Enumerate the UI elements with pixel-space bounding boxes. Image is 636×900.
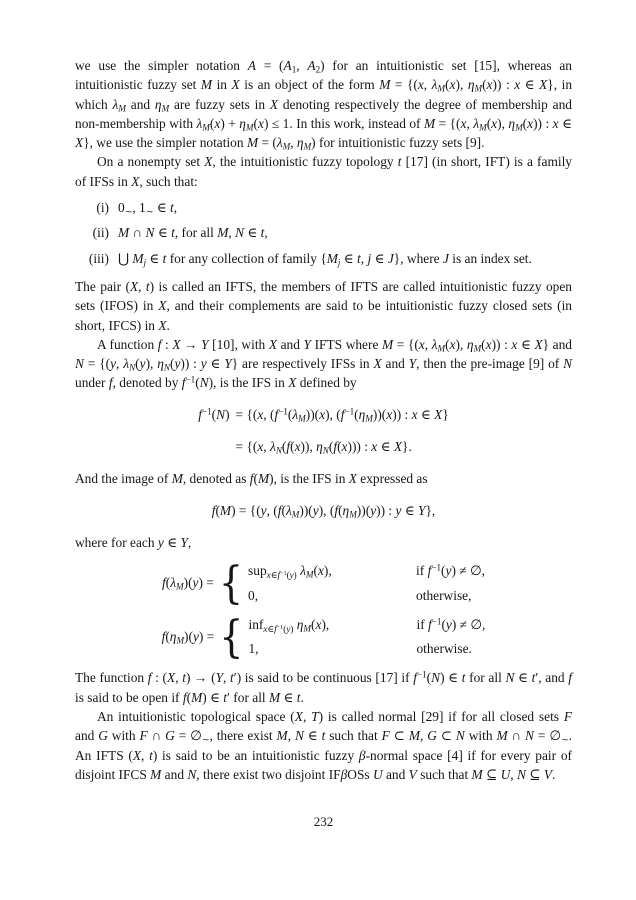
list-item: [75, 198, 572, 217]
cases-condition: otherwise,: [416, 587, 472, 603]
page-number: 232: [313, 814, 334, 829]
cases-condition: if $f^{-1}(y)$ ≠ ∅,: [416, 616, 486, 632]
paragraph-normal-space: An intuitionistic topological space (X, T) is called normal [29] if for all closed sets F and G with F ∩ $G = \emptyset_\sim$, there exist M, N ∈ t such that F ⊂ M, G ⊂ N with M ∩ $N = \emptyset_\sim$. An IFTS (X, t) is said to be an intuitionistic fuzzy β-normal space [4] if for every pair of disjoint IFCS M and N, there exist two disjoint IFβOSs U and V such that M ⊆ U, N ⊆ V.: [75, 709, 573, 782]
equation-rhs-line1: = {(x, $(f^{-1}(\lambda_M))(x)$, $(f^{-1}(\eta_M))(x)$) : x ∈ X}: [235, 406, 449, 424]
list-item-text: ⋃ $M_j$ ∈ t for any collection of family {$M_j$ ∈ t, j ∈ J}, where J is an index set.: [118, 250, 532, 268]
cases-value: 1,: [248, 641, 259, 657]
list-item-text: M ∩ N ∈ t, for all M, N ∈ t,: [118, 225, 268, 241]
paragraph-continuous-open: The function f : (X, t) → (Y, t′) is said to be continuous [17] if $f^{-1}(N)$ ∈ t for all N ∈ t′, and f is said to be open if f(M) ∈ t′ for all M ∈ t.: [75, 669, 573, 705]
cases-lambda: [75, 557, 572, 609]
equation-lhs: $f^{-1}(N)$: [198, 406, 230, 422]
paragraph-image-intro: And the image of M, denoted as f(M), is the IFS in X expressed as: [75, 471, 428, 487]
list-item-label: (i): [96, 200, 109, 216]
list-item-label: (ii): [92, 225, 109, 241]
cases-value: 0,: [248, 587, 259, 603]
list-item: [75, 249, 572, 268]
paragraph-notation: we use the simpler notation $A = (A_1$, $A_2$) for an intuitionistic set [15], whereas an intuitionistic fuzzy set M in X is an object of the form M = {(x, $\lambda_M(x)$, $\eta_M(x)$) : x ∈ X}, in which $\lambda_M$ and $\eta_M$ are fuzzy sets in X denoting respectively the degree of membership and non-membership with $\lambda_M(x) + \eta_M(x) \le 1$. In this work, instead of M = {(x, $\lambda_M(x)$, $\eta_M(x)$) : x ∈ X}, we use the simpler notation $M = (\lambda_M$, $\eta_M$) for intuitionistic fuzzy sets [9].: [75, 58, 573, 152]
ift-axiom-list: [75, 198, 572, 268]
paragraph-function-preimage: A function f : X → Y [10], with X and Y IFTS where M = {(x, $\lambda_M(x)$, $\eta_M(x)$) : x ∈ X} and N = {(y, $\lambda_N(y)$, $\eta_N(y)$) : y ∈ Y} are respectively IFSs in X and Y, then the pre-image [9] of N under f, denoted by $f^{-1}(N)$, is the IFS in X defined by: [75, 336, 573, 391]
paragraph-where: where for each y ∈ Y,: [75, 534, 192, 550]
left-brace: {: [219, 611, 244, 662]
cases-lhs: $f(\eta_M)(y)$ =: [161, 628, 215, 646]
list-item-text: $0_\sim$, $1_\sim$ ∈ t,: [118, 200, 178, 217]
paragraph-ift-definition: On a nonempty set X, the intuitionistic fuzzy topology t [17] (in short, IFT) is a family of IFSs in X, such that:: [75, 154, 572, 189]
cases-value: inf$_{x\in f^{-1}(y)}$ $\eta_M(x)$,: [248, 616, 330, 634]
equation-lhs-empty: [198, 437, 229, 456]
equation-preimage: [75, 405, 572, 457]
left-brace: {: [218, 557, 244, 609]
list-item: [75, 223, 572, 242]
equation-rhs-line2: = {(x, $\lambda_N(f(x))$, $\eta_N(f(x))$) : x ∈ X}.: [235, 439, 412, 456]
cases-eta: [75, 611, 572, 662]
cases-condition: otherwise.: [416, 641, 472, 657]
text-column: [75, 56, 572, 784]
cases-condition: if $f^{-1}(y)$ ≠ ∅,: [416, 562, 485, 579]
cases-lhs: $f(\lambda_M)(y)$ =: [162, 575, 214, 593]
equation-image: f(M) = {(y, $(f(\lambda_M))(y)$, $(f(\eta_M))(y)$) : y ∈ Y},: [211, 502, 436, 520]
list-item-label: (iii): [88, 250, 109, 266]
paragraph-ifts-pair: The pair (X, t) is called an IFTS, the members of IFTS are called intuitionistic fuzzy open sets (IFOS) in X, and their complements are said to be intuitionistic fuzzy closed sets (in short, IFCS) in X.: [75, 278, 572, 333]
cases-value: sup$_{x\in f^{-1}(y)}$ $\lambda_M(x)$,: [248, 563, 332, 580]
